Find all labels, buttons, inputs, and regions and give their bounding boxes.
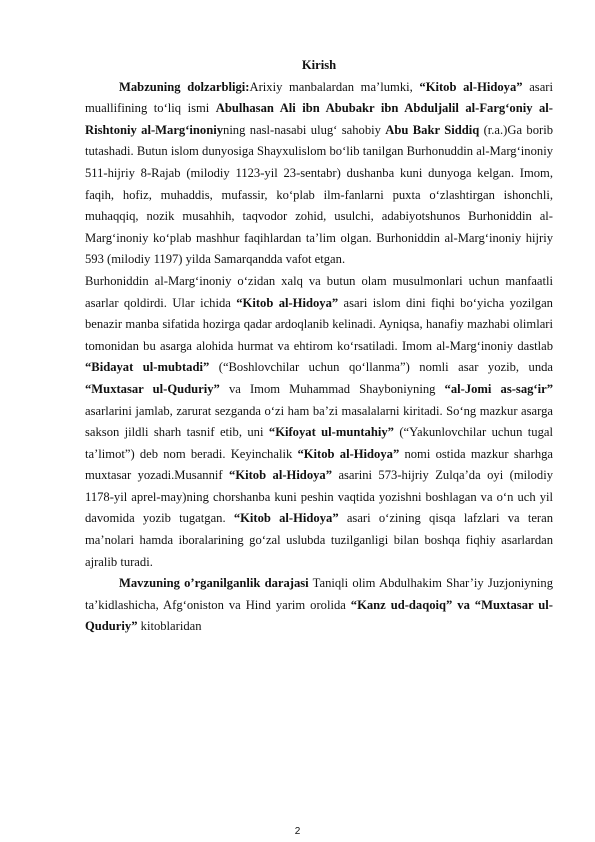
page-content <box>85 55 553 638</box>
text-run: Arixiy manbalardan ma’lumki, <box>249 79 420 94</box>
text-run: va Imom Muhammad Shayboniyning <box>219 381 445 396</box>
text-run: asarini 573-hijriy Zulqa’da oyi (milodiy 1178-yil aprel-may)ning chorshanba kuni peshin vaqtida yozishni boshlagan va o‘n uch yil davomida yozib tugatgan. <box>85 468 554 526</box>
text-run: kitoblaridan <box>137 619 202 634</box>
bold-text-run: “Muxtasar ul-Quduriy” <box>85 381 220 396</box>
bold-text-run: “al-Jomi as-sag‘ir” <box>444 381 554 396</box>
text-run: Taniqli olim Abdulhakim Shar’iy Juzjoniyning ta’kidlashicha, Afg‘oniston va Hind yarim orolida <box>85 576 553 612</box>
bold-text-run: “Kitob al-Hidoya” <box>229 468 333 483</box>
text-run: asarlarini jamlab, zarurat sezganda o‘zi ham ba’zi masalalarni kiritadi. So‘ng mazkur asarga sakson jildli sharh tasnif etib, uni <box>85 403 553 440</box>
bold-text-run: “Kitob al-Hidoya” <box>236 295 339 310</box>
text-run: Burhoniddin al-Marg‘inoniy o‘zidan xalq va butun olam musulmonlari uchun manfaatli asarlar qoldirdi. Ular ichida <box>85 273 553 310</box>
bold-text-run: “Kanz ud-daqoiq” va “Muxtasar ul-Quduriy” <box>85 597 553 634</box>
bold-text-run: “Kitob al-Hidoya” <box>419 79 523 94</box>
bold-text-run: “Kitob al-Hidoya” <box>297 446 400 461</box>
bold-text-run: Mabzuning dolzarbligi: <box>119 79 250 94</box>
bold-text-run: Mavzuning o’rganilganlik darajasi <box>119 576 309 591</box>
paragraph-works <box>85 271 553 573</box>
text-run: (“Boshlovchilar uchun qo‘llanma”) nomli asar yozib, unda <box>209 360 553 375</box>
text-run: ning nasl-nasabi ulug‘ sahobiy <box>223 122 386 137</box>
paragraph-relevance <box>85 77 553 271</box>
text-run: asari o‘zining qisqa lafzlari va teran ma’nolari hamda iboralarining go‘zal uslubda tuzilganligi bilan boshqa fiqhiy asarlardan ajralib turadi. <box>85 511 553 569</box>
page-number: 2 <box>294 826 301 837</box>
section-title: Kirish <box>301 58 337 72</box>
text-run: asari islom dini fiqhi bo‘yicha yozilgan benazir manba sifatida hozirga qadar ardoqlanib kelinadi. Ayniqsa, hanafiy mazhabi olimlari tomonidan bu asarga alohida hurmat va ehtirom ko‘rsatiladi. Imom al-Marg‘inoniy dastlab <box>85 295 553 353</box>
paragraph-study-degree <box>85 573 553 638</box>
text-run: (r.a.)Ga borib tutashadi. Butun islom dunyosiga Shayxulislom bo‘lib tanilgan Burhonuddin al-Marg‘inoniy 511-hijriy 8-Rajab (milodiy 1123-yil 23-sentabr) dushanba kuni dunyoga kelgan. Imom, faqih, hofiz, muhaddis, mufassir, ko‘plab ilm-fanlarni puxta o‘zlashtirgan ishonchli, muhaqqiq, nozik musahhih, taqvodor zohid, usulchi, adabiyotshunos Burhoniddin al-Marg‘inoniy ko‘plab mashhur faqihlardan ta’lim olgan. Burhoniddin al-Marg‘inoniy hijriy 593 (milodiy 1197) yilda Samarqandda vafot etgan. <box>85 122 553 267</box>
bold-text-run: “Kifoyat ul-muntahiy” <box>268 425 394 440</box>
bold-text-run: Abu Bakr Siddiq <box>385 122 480 137</box>
text-run: nomi ostida mazkur sharhga muxtasar yozadi.Musannif <box>85 446 553 483</box>
bold-text-run: Abulhasan Ali ibn Abubakr ibn Abduljalil al-Farg‘oniy al-Rishtoniy al-Marg‘inoniy <box>85 101 553 137</box>
text-run: (“Yakunlovchilar uchun tugal ta’limot”) deb nom beradi. Keyinchalik <box>85 425 553 461</box>
bold-text-run: “Bidayat ul-mubtadi” <box>85 360 210 375</box>
text-run: asari muallifining to‘liq ismi <box>85 79 553 116</box>
bold-text-run: “Kitob al-Hidoya” <box>233 511 339 526</box>
